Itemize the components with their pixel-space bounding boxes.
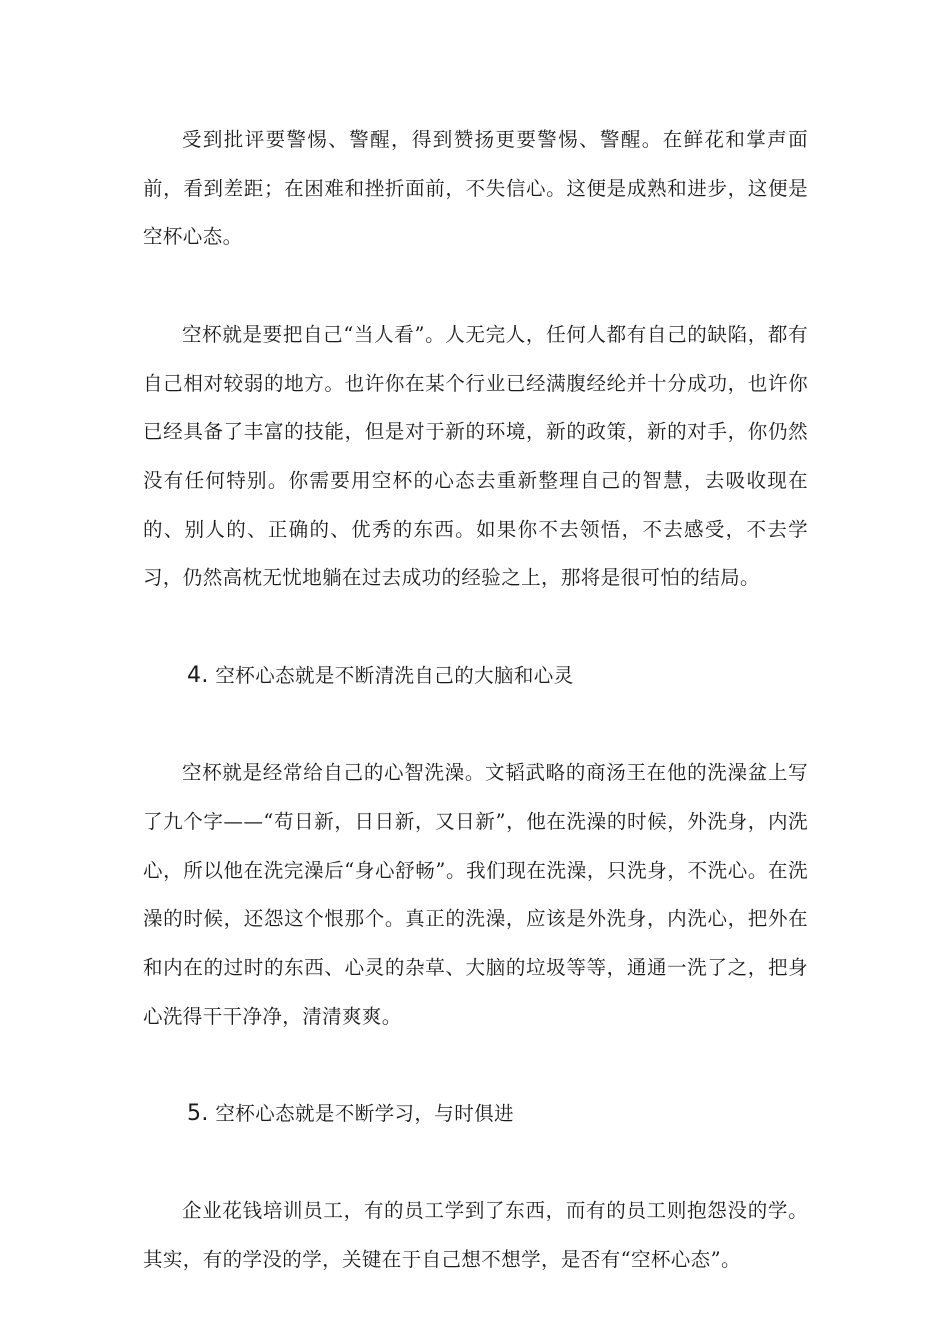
section-title: 空杯心态就是不断学习，与时俱进 bbox=[215, 1102, 514, 1125]
paragraph-training: 企业花钱培训员工，有的员工学到了东西，而有的员工则抱怨没的学。其实，有的学没的学，关键在于自己想不想学，是否有“空杯心态”。 bbox=[143, 1199, 808, 1272]
section-number: 5. bbox=[187, 1101, 209, 1126]
document-body bbox=[143, 116, 808, 1285]
paragraph-spacer bbox=[143, 1041, 808, 1090]
paragraph-criticism: 受到批评要警惕、警醒，得到赞扬更要警惕、警醒。在鲜花和掌声面前，看到差距；在困难和挫折面前，不失信心。这便是成熟和进步，这便是空杯心态。 bbox=[143, 128, 808, 249]
paragraph-spacer bbox=[143, 603, 808, 652]
paragraph-spacer bbox=[143, 700, 808, 749]
paragraph-spacer bbox=[143, 262, 808, 311]
section-title: 空杯心态就是不断清洗自己的大脑和心灵 bbox=[215, 663, 574, 687]
section-number: 4. bbox=[187, 662, 209, 688]
section-heading-4 bbox=[143, 652, 808, 701]
paragraph-mind-bath: 空杯就是经常给自己的心智洗澡。文韬武略的商汤王在他的洗澡盆上写了九个字——“苟日新，日日新，又日新”，他在洗澡的时候，外洗身，内洗心，所以他在洗完澡后“身心舒畅”。我们现在洗澡，只洗身，不洗心。在洗澡的时候，还怨这个恨那个。真正的洗澡，应该是外洗身，内洗心，把外在和内在的过时的东西、心灵的杂草、大脑的垃圾等等，通通一洗了之，把身心洗得干干净净，清清爽爽。 bbox=[143, 761, 808, 1028]
paragraph-spacer bbox=[143, 1139, 808, 1188]
section-heading-5 bbox=[143, 1090, 808, 1139]
paragraph-nobody-perfect: 空杯就是要把自己“当人看”。人无完人，任何人都有自己的缺陷，都有自己相对较弱的地方。也许你在某个行业已经满腹经纶并十分成功，也许你已经具备了丰富的技能，但是对于新的环境，新的政策，新的对手，你仍然没有任何特别。你需要用空杯的心态去重新整理自己的智慧，去吸收现在的、别人的、正确的、优秀的东西。如果你不去领悟，不去感受，不去学习，仍然高枕无忧地躺在过去成功的经验之上，那将是很可怕的结局。 bbox=[143, 322, 808, 590]
